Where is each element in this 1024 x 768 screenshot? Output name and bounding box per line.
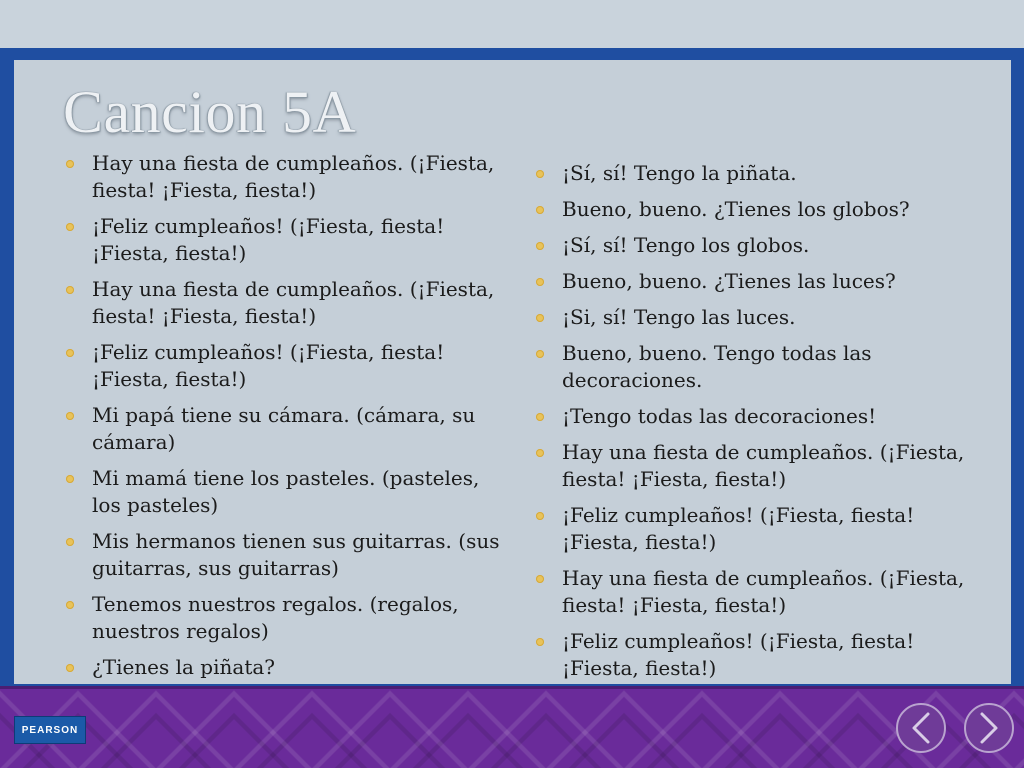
- bullet-icon: [66, 349, 74, 357]
- bullet-icon: [66, 223, 74, 231]
- bullet-icon: [536, 413, 544, 421]
- list-item-text: ¡Feliz cumpleaños! (¡Fiesta, fiesta! ¡Fiesta, fiesta!): [92, 214, 445, 265]
- bullet-icon: [536, 314, 544, 322]
- list-item-text: Hay una fiesta de cumpleaños. (¡Fiesta, fiesta! ¡Fiesta, fiesta!): [562, 566, 965, 617]
- pearson-logo: PEARSON: [14, 716, 86, 744]
- list-item: [532, 232, 972, 259]
- bullet-icon: [66, 538, 74, 546]
- list-item: [532, 160, 972, 187]
- list-item-text: Mis hermanos tienen sus guitarras. (sus guitarras, sus guitarras): [92, 529, 500, 580]
- list-item: [62, 528, 512, 582]
- list-item-text: Hay una fiesta de cumpleaños. (¡Fiesta, fiesta! ¡Fiesta, fiesta!): [92, 151, 495, 202]
- list-item: [62, 150, 512, 204]
- footer-bar: [0, 686, 1024, 768]
- top-band: [0, 0, 1024, 48]
- list-item-text: ¡Tengo todas las decoraciones!: [562, 404, 877, 428]
- bullet-icon: [536, 278, 544, 286]
- list-item-text: Bueno, bueno. Tengo todas las decoraciones.: [562, 341, 872, 392]
- list-item: [532, 196, 972, 223]
- list-item: [532, 340, 972, 394]
- list-item-text: ¡Feliz cumpleaños! (¡Fiesta, fiesta! ¡Fiesta, fiesta!): [92, 340, 445, 391]
- bullet-icon: [536, 449, 544, 457]
- list-item-text: ¡Feliz cumpleaños! (¡Fiesta, fiesta! ¡Fiesta, fiesta!): [562, 629, 915, 680]
- list-item: [62, 213, 512, 267]
- list-item-text: Tenemos nuestros regalos. (regalos, nuestros regalos): [92, 592, 459, 643]
- list-item-text: Bueno, bueno. ¿Tienes los globos?: [562, 197, 910, 221]
- list-item: [532, 502, 972, 556]
- list-item: [532, 304, 972, 331]
- list-item: [62, 654, 512, 681]
- bullet-icon: [66, 475, 74, 483]
- list-item-text: Hay una fiesta de cumpleaños. (¡Fiesta, fiesta! ¡Fiesta, fiesta!): [562, 440, 965, 491]
- bullet-icon: [536, 350, 544, 358]
- previous-slide-button[interactable]: [896, 703, 946, 753]
- list-item-text: Hay una fiesta de cumpleaños. (¡Fiesta, fiesta! ¡Fiesta, fiesta!): [92, 277, 495, 328]
- list-item: [532, 403, 972, 430]
- bullet-icon: [66, 412, 74, 420]
- list-item-text: ¿Tienes la piñata?: [92, 655, 275, 679]
- list-item-text: Mi mamá tiene los pasteles. (pasteles, los pasteles): [92, 466, 480, 517]
- list-item: [62, 339, 512, 393]
- next-slide-button[interactable]: [964, 703, 1014, 753]
- bullet-icon: [536, 242, 544, 250]
- list-item-text: ¡Feliz cumpleaños! (¡Fiesta, fiesta! ¡Fiesta, fiesta!): [562, 503, 915, 554]
- list-item-text: Mi papá tiene su cámara. (cámara, su cámara): [92, 403, 476, 454]
- bullet-icon: [536, 206, 544, 214]
- list-item: [62, 591, 512, 645]
- list-item: [62, 402, 512, 456]
- list-item-text: ¡Sí, sí! Tengo los globos.: [562, 233, 810, 257]
- list-item: [62, 276, 512, 330]
- footer-divider: [0, 686, 1024, 689]
- list-item: [532, 268, 972, 295]
- list-item-text: Bueno, bueno. ¿Tienes las luces?: [562, 269, 896, 293]
- bullet-icon: [66, 160, 74, 168]
- list-item: [62, 465, 512, 519]
- bullet-icon: [536, 575, 544, 583]
- bullet-icon: [66, 286, 74, 294]
- list-item: [532, 565, 972, 619]
- bullet-icon: [536, 170, 544, 178]
- right-lyrics-list: [532, 160, 972, 691]
- list-item: [532, 628, 972, 682]
- bullet-icon: [66, 664, 74, 672]
- list-item-text: ¡Sí, sí! Tengo la piñata.: [562, 161, 797, 185]
- chevron-left-icon: [908, 711, 934, 745]
- bullet-icon: [536, 512, 544, 520]
- slide-title: Cancion 5A: [63, 79, 357, 145]
- bullet-icon: [536, 638, 544, 646]
- list-item: [532, 439, 972, 493]
- left-lyrics-list: [62, 150, 512, 690]
- chevron-right-icon: [976, 711, 1002, 745]
- bullet-icon: [66, 601, 74, 609]
- list-item-text: ¡Si, sí! Tengo las luces.: [562, 305, 796, 329]
